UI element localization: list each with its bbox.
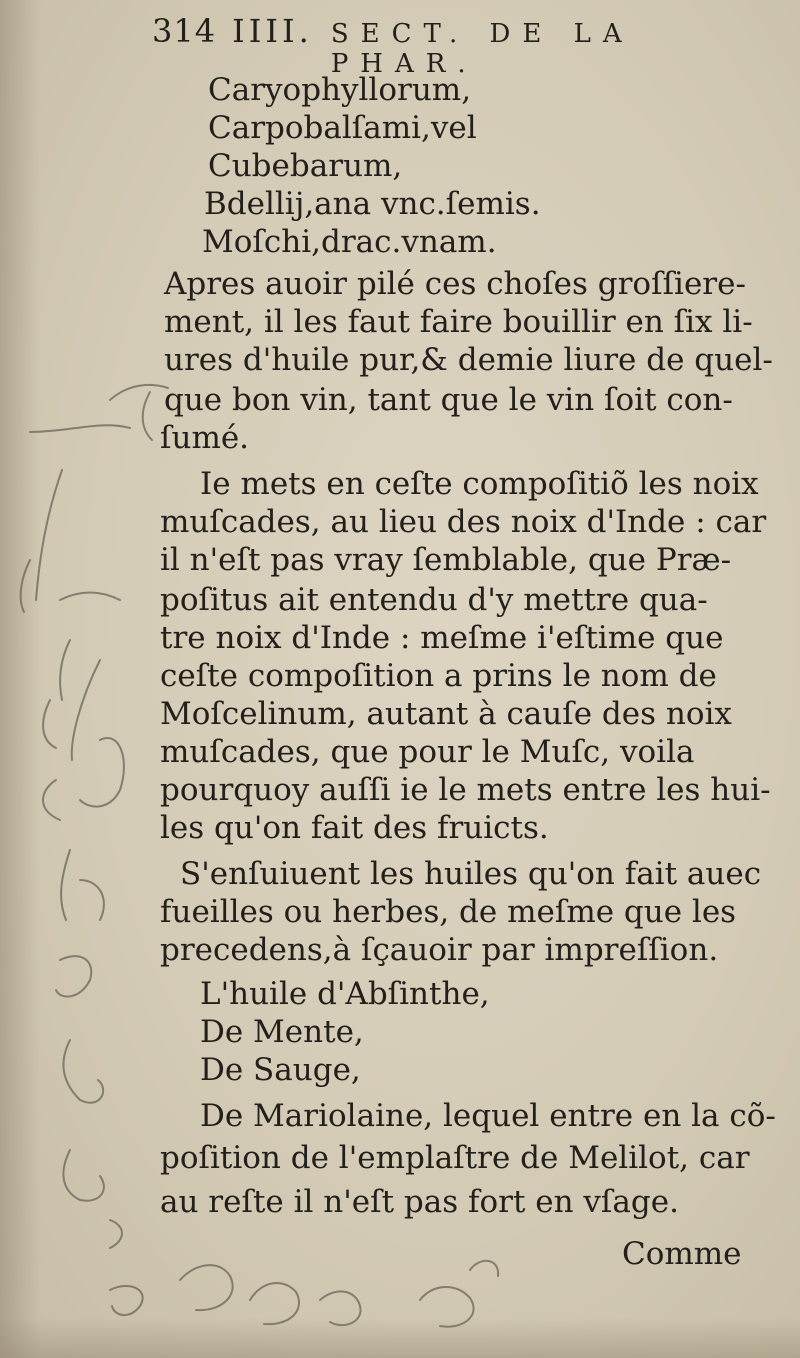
text-line: fueilles ou herbes, de meſme que les <box>160 894 737 930</box>
text-line: muſcades, que pour le Muſc, voila <box>160 734 695 770</box>
text-line: les qu'on fait des fruicts. <box>160 810 549 846</box>
text-line: muſcades, au lieu des noix d'Inde : car <box>160 504 767 540</box>
text-line: Ie mets en ceſte compoſitiõ les noix <box>200 466 759 502</box>
text-line: il n'eſt pas vray ſemblable, que Præ- <box>160 542 732 578</box>
text-line: ures d'huile pur,& demie liure de quel- <box>164 342 773 378</box>
text-line: ceſte compoſition a prins le nom de <box>160 658 717 694</box>
text-line: precedens,à ſçauoir par impreſſion. <box>160 932 719 968</box>
text-line: Moſcelinum, autant à cauſe des noix <box>160 696 732 732</box>
running-title: SECT. DE LA PHAR. <box>330 19 634 79</box>
text-line: Cubebarum, <box>208 148 403 184</box>
text-line: pourquoy auſſi ie le mets entre les hui- <box>160 772 771 808</box>
text-line: S'enſuiuent les huiles qu'on fait auec <box>180 856 762 892</box>
page-bottom-shadow <box>0 1318 800 1358</box>
text-line: L'huile d'Abſinthe, <box>200 976 490 1012</box>
text-line: poſitus ait entendu d'y mettre qua- <box>160 582 708 618</box>
text-line: ſumé. <box>160 420 250 456</box>
text-line: Carpobalſami,vel <box>208 110 477 146</box>
text-line: poſition de l'emplaſtre de Melilot, car <box>160 1140 750 1176</box>
text-line: tre noix d'Inde : meſme i'eſtime que <box>160 620 724 656</box>
running-header <box>152 12 772 79</box>
text-line: De Mente, <box>200 1014 364 1050</box>
page-edge-shadow <box>0 0 40 1358</box>
text-line: que bon vin, tant que le vin ſoit con- <box>164 382 733 418</box>
text-line: De Mariolaine, lequel entre en la cõ- <box>200 1098 776 1134</box>
text-line: Caryophyllorum, <box>208 72 472 108</box>
text-line: ment, il les faut faire bouillir en ſix li- <box>164 304 753 340</box>
text-line: Bdellij,ana vnc.ſemis. <box>204 186 541 222</box>
text-line: Moſchi,drac.vnam. <box>202 224 497 260</box>
text-line: Apres auoir pilé ces choſes groſſiere- <box>164 266 746 302</box>
page-number: 314 <box>152 12 217 50</box>
catchword: Comme <box>622 1236 742 1272</box>
section-number: IIII. <box>232 12 313 50</box>
text-line: De Sauge, <box>200 1052 361 1088</box>
text-line: au reſte il n'eſt pas fort en vſage. <box>160 1184 679 1220</box>
